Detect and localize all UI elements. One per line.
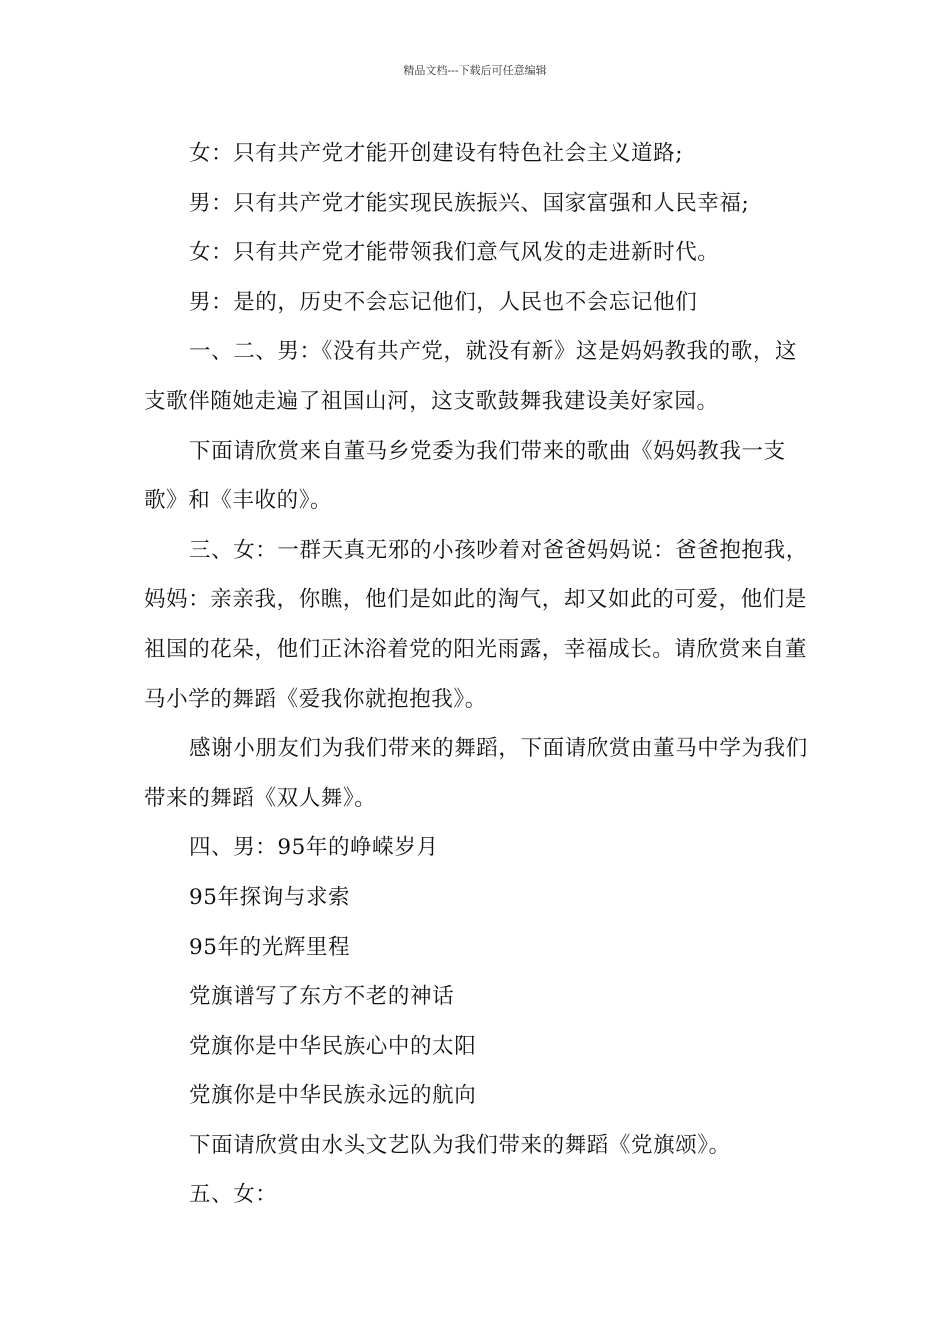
paragraph: 男：只有共产党才能实现民族振兴、国家富强和人民幸福; [189,190,750,216]
paragraph: 感谢小朋友们为我们带来的舞蹈，下面请欣赏由董马中学为我们带来的舞蹈《双人舞》。 [144,736,808,811]
paragraph: 下面请欣赏由水头文艺队为我们带来的舞蹈《党旗颂》。 [189,1132,731,1158]
paragraph: 女：只有共产党才能带领我们意气风发的走进新时代。 [189,240,720,266]
paragraph: 党旗你是中华民族心中的太阳 [189,1033,477,1059]
paragraph: 女：只有共产党才能开创建设有特色社会主义道路; [189,141,684,166]
paragraph: 五、女： [189,1182,278,1208]
paragraph: 95年探询与求索 [189,884,351,910]
document-body [144,129,816,1220]
paragraph: 党旗你是中华民族永远的航向 [189,1083,477,1109]
paragraph: 95年的光辉里程 [189,934,351,960]
paragraph: 下面请欣赏来自董马乡党委为我们带来的歌曲《妈妈教我一支歌》和《丰收的》。 [144,438,786,514]
paragraph: 党旗谱写了东方不老的神话 [189,984,455,1010]
paragraph: 三、女：一群天真无邪的小孩吵着对爸爸妈妈说：爸爸抱抱我，妈妈：亲亲我，你瞧，他们是如此的淘气，却又如此的可爱，他们是祖国的花朵，他们正沐浴着党的阳光雨露，幸福成长。请欣赏来自董马小学的舞蹈《爱我你就抱抱我》。 [144,537,808,712]
paragraph: 一、二、男：《没有共产党，就没有新》这是妈妈教我的歌，这支歌伴随她走遍了祖国山河，这支歌鼓舞我建设美好家园。 [144,339,798,414]
paragraph: 男：是的，历史不会忘记他们，人民也不会忘记他们 [189,289,698,315]
paragraph: 四、男：95年的峥嵘岁月 [189,835,439,861]
page-header: 精品文档---下载后可任意编辑 [403,64,547,77]
